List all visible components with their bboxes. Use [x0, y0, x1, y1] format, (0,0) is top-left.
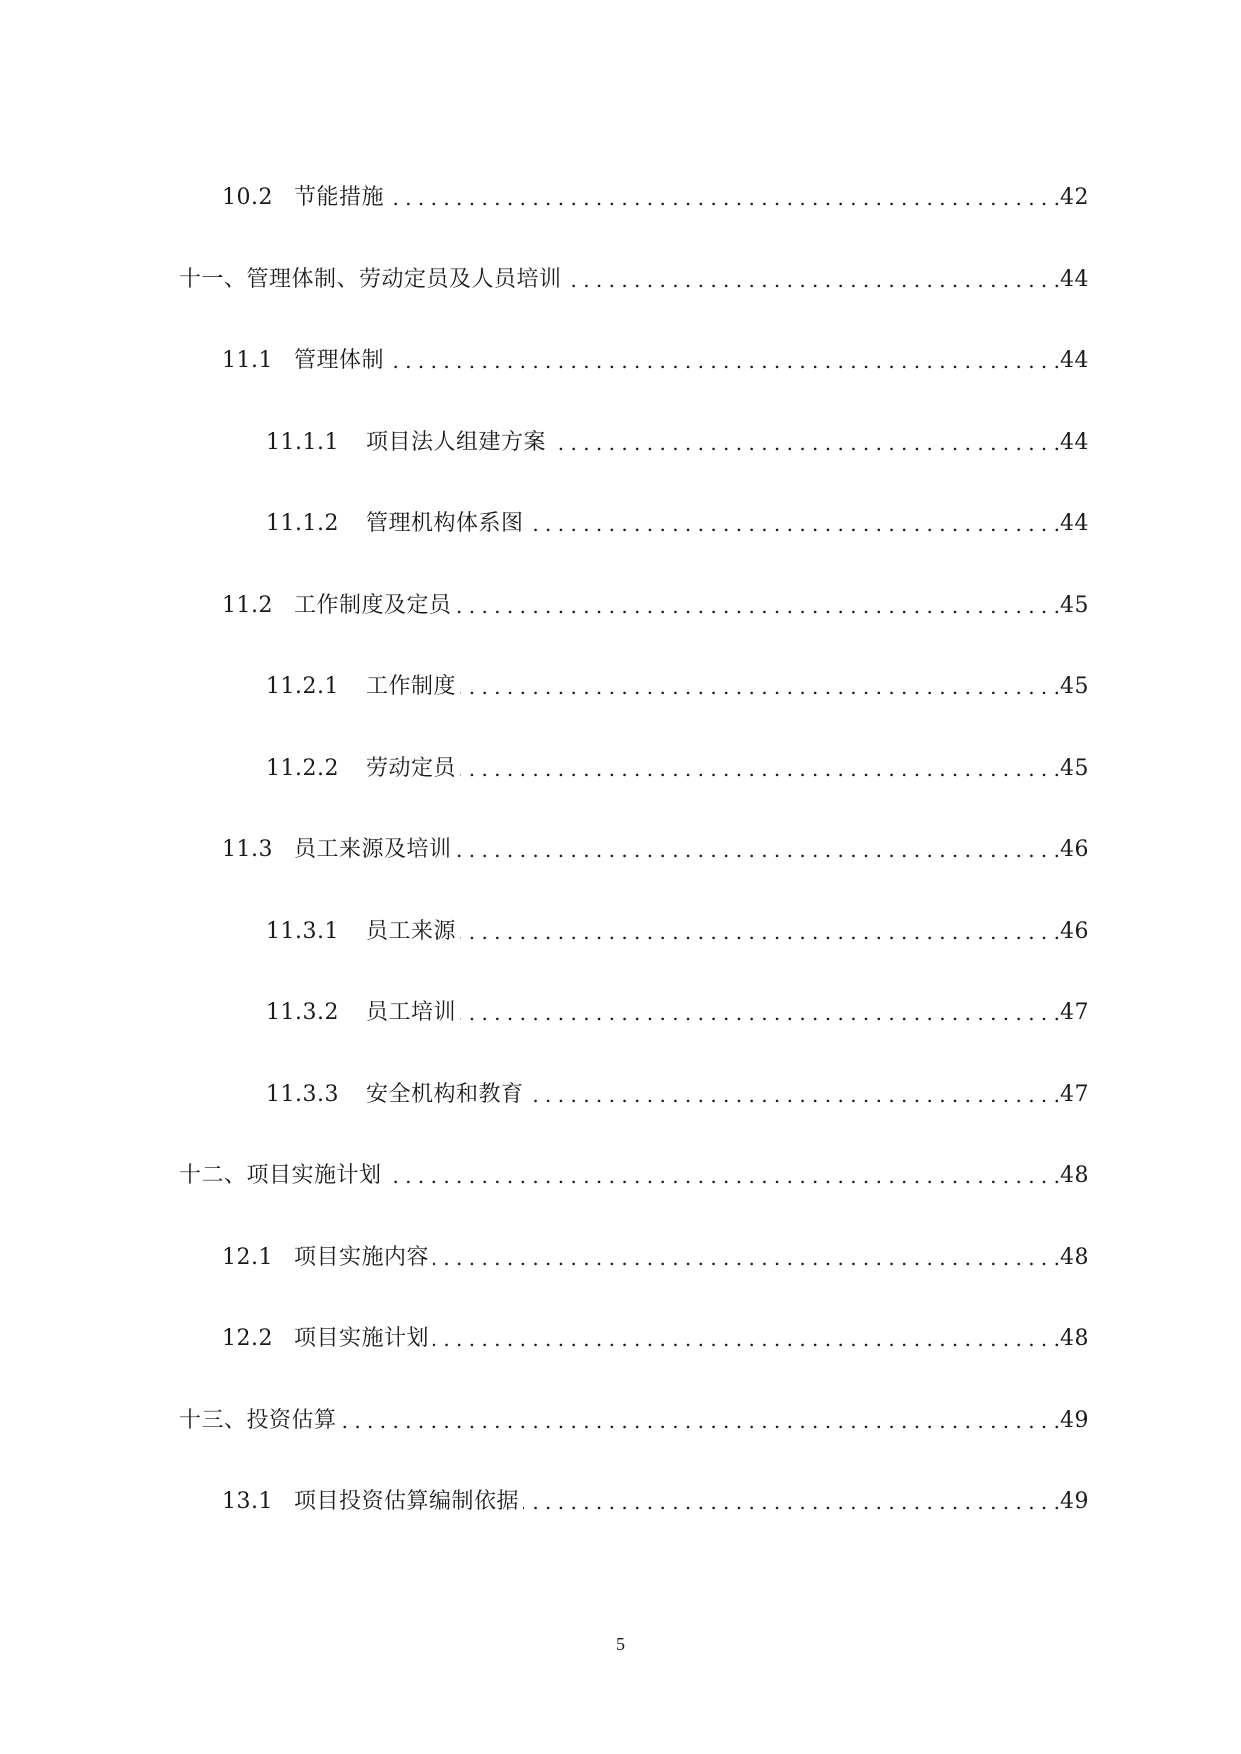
toc-entry[interactable]	[266, 498, 1088, 538]
toc-entry-title: 投资估算	[246, 1408, 337, 1433]
toc-entry-number: 12.1	[222, 1245, 273, 1270]
toc-entry-page-number: 47	[1060, 1000, 1089, 1025]
toc-entry-page-number: 48	[1060, 1245, 1089, 1270]
toc-dot-leader	[566, 266, 1060, 294]
toc-entry-number: 11.3.2	[266, 1000, 339, 1025]
toc-entry-number: 11.1.1	[266, 430, 339, 455]
toc-entry[interactable]	[222, 172, 1088, 212]
toc-entry-title: 项目投资估算编制依据	[294, 1489, 520, 1514]
toc-entry-number: 十二、	[179, 1163, 247, 1188]
toc-entry-number: 11.1	[222, 348, 273, 373]
toc-entry-page-number: 42	[1060, 185, 1089, 210]
toc-entry[interactable]	[222, 824, 1088, 864]
toc-dot-leader	[460, 755, 1060, 783]
toc-entry-page-number: 46	[1060, 837, 1089, 862]
toc-entry-title: 安全机构和教育	[366, 1082, 524, 1107]
toc-entry-page-number: 48	[1060, 1163, 1089, 1188]
toc-entry-page-number: 44	[1060, 267, 1089, 292]
toc-entry-title: 劳动定员	[366, 756, 457, 781]
toc-entry-page-number: 47	[1060, 1082, 1089, 1107]
toc-entry[interactable]	[222, 1476, 1088, 1516]
toc-entry-title: 工作制度及定员	[294, 593, 452, 618]
toc-entry-number: 十一、	[179, 267, 247, 292]
toc-entry-number: 13.1	[222, 1489, 273, 1514]
toc-entry-title: 项目法人组建方案	[366, 430, 547, 455]
toc-entry-title: 管理机构体系图	[366, 511, 524, 536]
toc-entry-page-number: 49	[1060, 1408, 1089, 1433]
toc-entry[interactable]	[266, 417, 1088, 457]
toc-dot-leader	[433, 1325, 1060, 1353]
toc-entry-title: 管理体制、劳动定员及人员培训	[246, 267, 562, 292]
toc-dot-leader	[460, 999, 1060, 1027]
toc-entry-page-number: 49	[1060, 1489, 1089, 1514]
toc-entry-number: 11.2.1	[266, 674, 339, 699]
toc-entry-number: 11.3	[222, 837, 273, 862]
toc-entry-title: 项目实施内容	[294, 1245, 430, 1270]
toc-entry-title: 员工来源	[366, 919, 457, 944]
toc-entry-number: 10.2	[222, 185, 273, 210]
toc-dot-leader	[528, 1081, 1060, 1109]
toc-dot-leader	[456, 836, 1060, 864]
toc-entry[interactable]	[266, 906, 1088, 946]
toc-dot-leader	[388, 184, 1060, 212]
toc-entry-title: 员工培训	[366, 1000, 457, 1025]
toc-entry-page-number: 46	[1060, 919, 1089, 944]
toc-dot-leader	[456, 592, 1060, 620]
toc-entry-page-number: 45	[1060, 674, 1089, 699]
toc-entry[interactable]	[179, 1150, 1088, 1190]
toc-entry-title: 项目实施计划	[246, 1163, 382, 1188]
toc-dot-leader	[386, 1162, 1060, 1190]
toc-entry-number: 12.2	[222, 1326, 273, 1351]
toc-entry-number: 十三、	[179, 1408, 247, 1433]
toc-entry-number: 11.3.3	[266, 1082, 339, 1107]
toc-entry[interactable]	[179, 1395, 1088, 1435]
toc-dot-leader	[388, 347, 1060, 375]
toc-entry-title: 工作制度	[366, 674, 457, 699]
toc-entry-number: 11.2.2	[266, 756, 339, 781]
toc-entry-number: 11.2	[222, 593, 273, 618]
page-number: 5	[616, 1634, 625, 1654]
toc-dot-leader	[433, 1244, 1060, 1272]
toc-entry[interactable]	[222, 1313, 1088, 1353]
toc-entry-title: 节能措施	[294, 185, 385, 210]
toc-dot-leader	[523, 1488, 1060, 1516]
toc-dot-leader	[528, 510, 1060, 538]
toc-entry[interactable]	[179, 254, 1088, 294]
toc-dot-leader	[460, 918, 1060, 946]
toc-entry[interactable]	[266, 743, 1088, 783]
toc-entry[interactable]	[266, 661, 1088, 701]
toc-dot-leader	[460, 673, 1060, 701]
toc-entry-page-number: 44	[1060, 430, 1089, 455]
toc-entry-page-number: 48	[1060, 1326, 1089, 1351]
toc-entry-page-number: 44	[1060, 348, 1089, 373]
toc-entry-number: 11.1.2	[266, 511, 339, 536]
toc-entry-title: 管理体制	[294, 348, 385, 373]
toc-entry-page-number: 44	[1060, 511, 1089, 536]
toc-entry[interactable]	[222, 580, 1088, 620]
toc-entry-number: 11.3.1	[266, 919, 339, 944]
toc-entry-title: 项目实施计划	[294, 1326, 430, 1351]
toc-dot-leader	[550, 429, 1060, 457]
toc-entry[interactable]	[266, 1069, 1088, 1109]
toc-entry-title: 员工来源及培训	[294, 837, 452, 862]
toc-dot-leader	[341, 1407, 1060, 1435]
toc-entry[interactable]	[266, 987, 1088, 1027]
toc-entry[interactable]	[222, 1232, 1088, 1272]
toc-entry-page-number: 45	[1060, 756, 1089, 781]
toc-entry-page-number: 45	[1060, 593, 1089, 618]
toc-entry[interactable]	[222, 335, 1088, 375]
